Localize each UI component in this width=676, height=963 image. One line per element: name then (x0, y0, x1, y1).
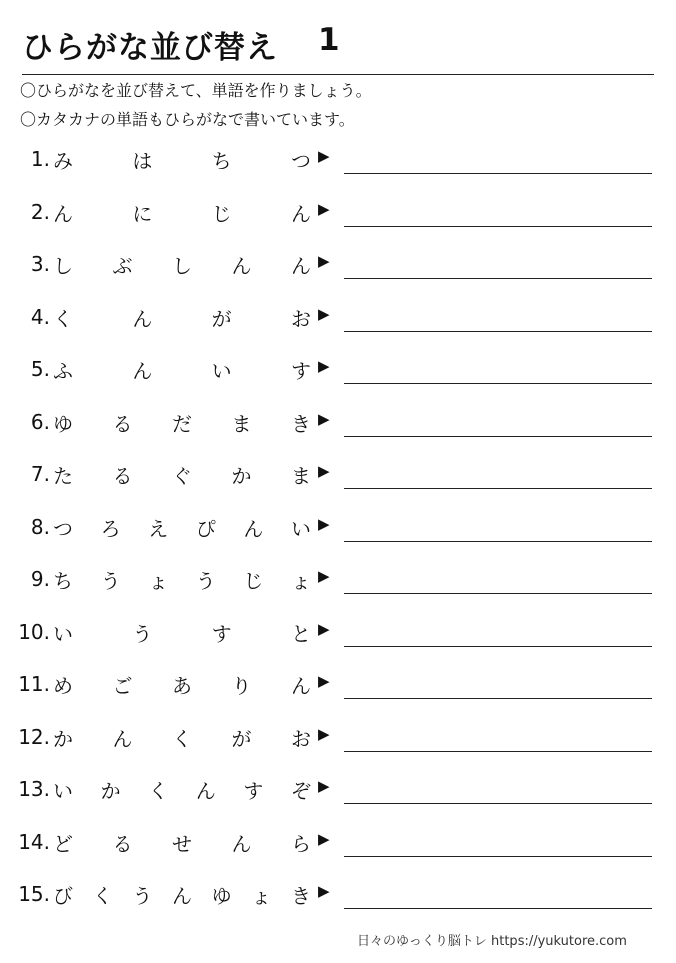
scrambled-letters (52, 513, 312, 543)
hiragana-tile: じ (243, 569, 264, 593)
hiragana-tile: く (148, 779, 169, 803)
hiragana-tile: い (53, 779, 73, 803)
hiragana-tile: か (100, 779, 121, 803)
arrow-icon: ▶ (318, 672, 330, 690)
hiragana-tile: ぶ (112, 254, 133, 278)
arrow-icon: ▶ (318, 882, 330, 900)
hiragana-tile: る (112, 831, 133, 856)
problem-number: 12. (18, 724, 50, 749)
hiragana-tile: く (92, 884, 113, 908)
problem-number: 7. (30, 462, 50, 486)
problem-number: 10. (18, 619, 50, 644)
problem-number: 4. (30, 304, 50, 329)
hiragana-tile: ま (231, 411, 252, 436)
hiragana-tile: ん (112, 726, 133, 751)
hiragana-tile: め (53, 674, 73, 698)
scrambled-letters (52, 828, 312, 858)
arrow-icon: ▶ (318, 567, 330, 585)
problem-number: 9. (30, 567, 50, 591)
problem-row (0, 670, 676, 723)
hiragana-tile: あ (172, 674, 192, 698)
problem-row (0, 775, 676, 828)
answer-line[interactable] (344, 698, 652, 699)
scrambled-letters (52, 723, 312, 753)
answer-line[interactable] (344, 593, 652, 594)
answer-line[interactable] (344, 436, 652, 437)
hiragana-tile: う (195, 569, 216, 593)
hiragana-tile: く (53, 306, 73, 331)
hiragana-tile: ま (291, 464, 311, 488)
scrambled-letters (52, 565, 312, 595)
hiragana-tile: ん (243, 516, 264, 541)
arrow-icon: ▶ (318, 199, 330, 218)
problem-number: 11. (18, 672, 50, 696)
problem-row (0, 565, 676, 618)
hiragana-tile: う (132, 621, 153, 646)
arrow-icon: ▶ (318, 777, 330, 795)
answer-line[interactable] (344, 173, 652, 174)
hiragana-tile: り (231, 674, 252, 698)
problem-number: 5. (30, 357, 50, 381)
problem-number: 1. (30, 147, 50, 171)
problem-row (0, 355, 676, 408)
answer-line[interactable] (344, 646, 652, 647)
hiragana-tile: ふ (53, 359, 73, 383)
hiragana-tile: し (53, 254, 73, 278)
hiragana-tile: え (148, 516, 169, 541)
hiragana-tile: ら (291, 831, 311, 856)
hiragana-tile: ご (112, 674, 133, 698)
hiragana-tile: ん (195, 779, 216, 803)
answer-line[interactable] (344, 278, 652, 279)
hiragana-tile: ょ (148, 569, 169, 593)
answer-line[interactable] (344, 856, 652, 857)
page-title: ひらがな並び替え (22, 30, 278, 66)
scrambled-letters (52, 618, 312, 648)
hiragana-tile: ち (53, 569, 73, 593)
hiragana-tile: か (231, 464, 252, 488)
hiragana-tile: ょ (251, 884, 272, 908)
hiragana-tile: ち (211, 149, 232, 173)
problem-row (0, 513, 676, 566)
hiragana-tile: か (53, 726, 73, 751)
hiragana-tile: す (290, 359, 311, 383)
answer-line[interactable] (344, 751, 652, 752)
hiragana-tile: る (112, 411, 133, 436)
answer-line[interactable] (344, 226, 652, 227)
scrambled-letters (52, 460, 312, 490)
hiragana-tile: は (132, 149, 153, 173)
problem-number: 2. (30, 199, 50, 224)
problem-row (0, 250, 676, 303)
answer-line[interactable] (344, 541, 652, 542)
arrow-icon: ▶ (318, 724, 330, 743)
arrow-icon: ▶ (318, 357, 330, 375)
arrow-icon: ▶ (318, 304, 330, 323)
problem-row (0, 460, 676, 513)
title-row (22, 22, 654, 75)
arrow-icon: ▶ (318, 619, 330, 638)
scrambled-letters (52, 775, 312, 805)
hiragana-tile: び (53, 884, 73, 908)
problem-row (0, 828, 676, 881)
scrambled-letters (52, 145, 312, 175)
hiragana-tile: ん (132, 359, 153, 383)
arrow-icon: ▶ (318, 252, 330, 270)
hiragana-tile: ょ (290, 569, 311, 593)
answer-line[interactable] (344, 803, 652, 804)
hiragana-tile: お (290, 306, 311, 331)
hiragana-tile: き (290, 884, 311, 908)
hiragana-tile: ん (231, 831, 252, 856)
scrambled-letters (52, 355, 312, 385)
hiragana-tile: る (112, 464, 133, 488)
answer-line[interactable] (344, 908, 652, 909)
instruction-2: 〇カタカナの単語もひらがなで書いています。 (20, 110, 355, 129)
hiragana-tile: く (172, 726, 192, 751)
problem-row (0, 303, 676, 356)
scrambled-letters (52, 408, 312, 438)
hiragana-tile: ん (171, 884, 192, 908)
hiragana-tile: ん (53, 201, 73, 226)
hiragana-tile: に (132, 201, 153, 226)
hiragana-tile: つ (290, 149, 311, 173)
problem-number: 13. (18, 777, 50, 801)
hiragana-tile: す (211, 621, 232, 646)
scrambled-letters (52, 670, 312, 700)
answer-line[interactable] (344, 488, 652, 489)
instruction-1: 〇ひらがなを並び替えて、単語を作りましょう。 (20, 81, 372, 100)
hiragana-tile: ぐ (172, 464, 192, 488)
hiragana-tile: ん (291, 674, 311, 698)
problem-row (0, 145, 676, 198)
arrow-icon: ▶ (318, 409, 330, 428)
hiragana-tile: と (290, 621, 311, 646)
hiragana-tile: い (290, 516, 311, 541)
hiragana-tile: じ (211, 201, 232, 226)
scrambled-letters (52, 880, 312, 910)
problem-row (0, 408, 676, 461)
footer-credit: 日々のゆっくり脳トレ https://yukutore.com (357, 934, 627, 949)
problem-number: 6. (30, 409, 50, 434)
hiragana-tile: す (243, 779, 264, 803)
arrow-icon: ▶ (318, 829, 330, 848)
hiragana-tile: う (100, 569, 121, 593)
hiragana-tile: ん (132, 306, 153, 331)
hiragana-tile: し (172, 254, 192, 278)
problem-number: 8. (30, 514, 50, 539)
problem-number: 15. (18, 882, 50, 906)
hiragana-tile: ど (53, 831, 73, 856)
hiragana-tile: き (291, 411, 311, 436)
problem-row (0, 618, 676, 671)
problem-row (0, 880, 676, 933)
hiragana-tile: み (53, 149, 73, 173)
arrow-icon: ▶ (318, 462, 330, 480)
hiragana-tile: ゆ (211, 884, 232, 908)
hiragana-tile: ぞ (290, 779, 311, 803)
arrow-icon: ▶ (318, 147, 330, 165)
hiragana-tile: ろ (100, 516, 121, 541)
hiragana-tile: お (291, 726, 311, 751)
hiragana-tile: い (53, 621, 73, 646)
hiragana-tile: が (231, 726, 252, 751)
problem-row (0, 198, 676, 251)
hiragana-tile: ん (231, 254, 252, 278)
answer-line[interactable] (344, 331, 652, 332)
hiragana-tile: つ (53, 516, 73, 541)
hiragana-tile: ん (291, 254, 311, 278)
hiragana-tile: う (132, 884, 153, 908)
problem-row (0, 723, 676, 776)
hiragana-tile: ゆ (53, 411, 73, 436)
answer-line[interactable] (344, 383, 652, 384)
scrambled-letters (52, 198, 312, 228)
hiragana-tile: だ (172, 411, 192, 436)
scrambled-letters (52, 303, 312, 333)
arrow-icon: ▶ (318, 514, 330, 533)
hiragana-tile: い (211, 359, 232, 383)
hiragana-tile: ぴ (195, 516, 216, 541)
hiragana-tile: た (53, 464, 73, 488)
hiragana-tile: ん (290, 201, 311, 226)
hiragana-tile: せ (172, 831, 192, 856)
scrambled-letters (52, 250, 312, 280)
problem-number: 14. (18, 829, 50, 854)
problem-number: 3. (30, 252, 50, 276)
sheet-number: 1 (318, 22, 340, 58)
hiragana-tile: が (211, 306, 232, 331)
